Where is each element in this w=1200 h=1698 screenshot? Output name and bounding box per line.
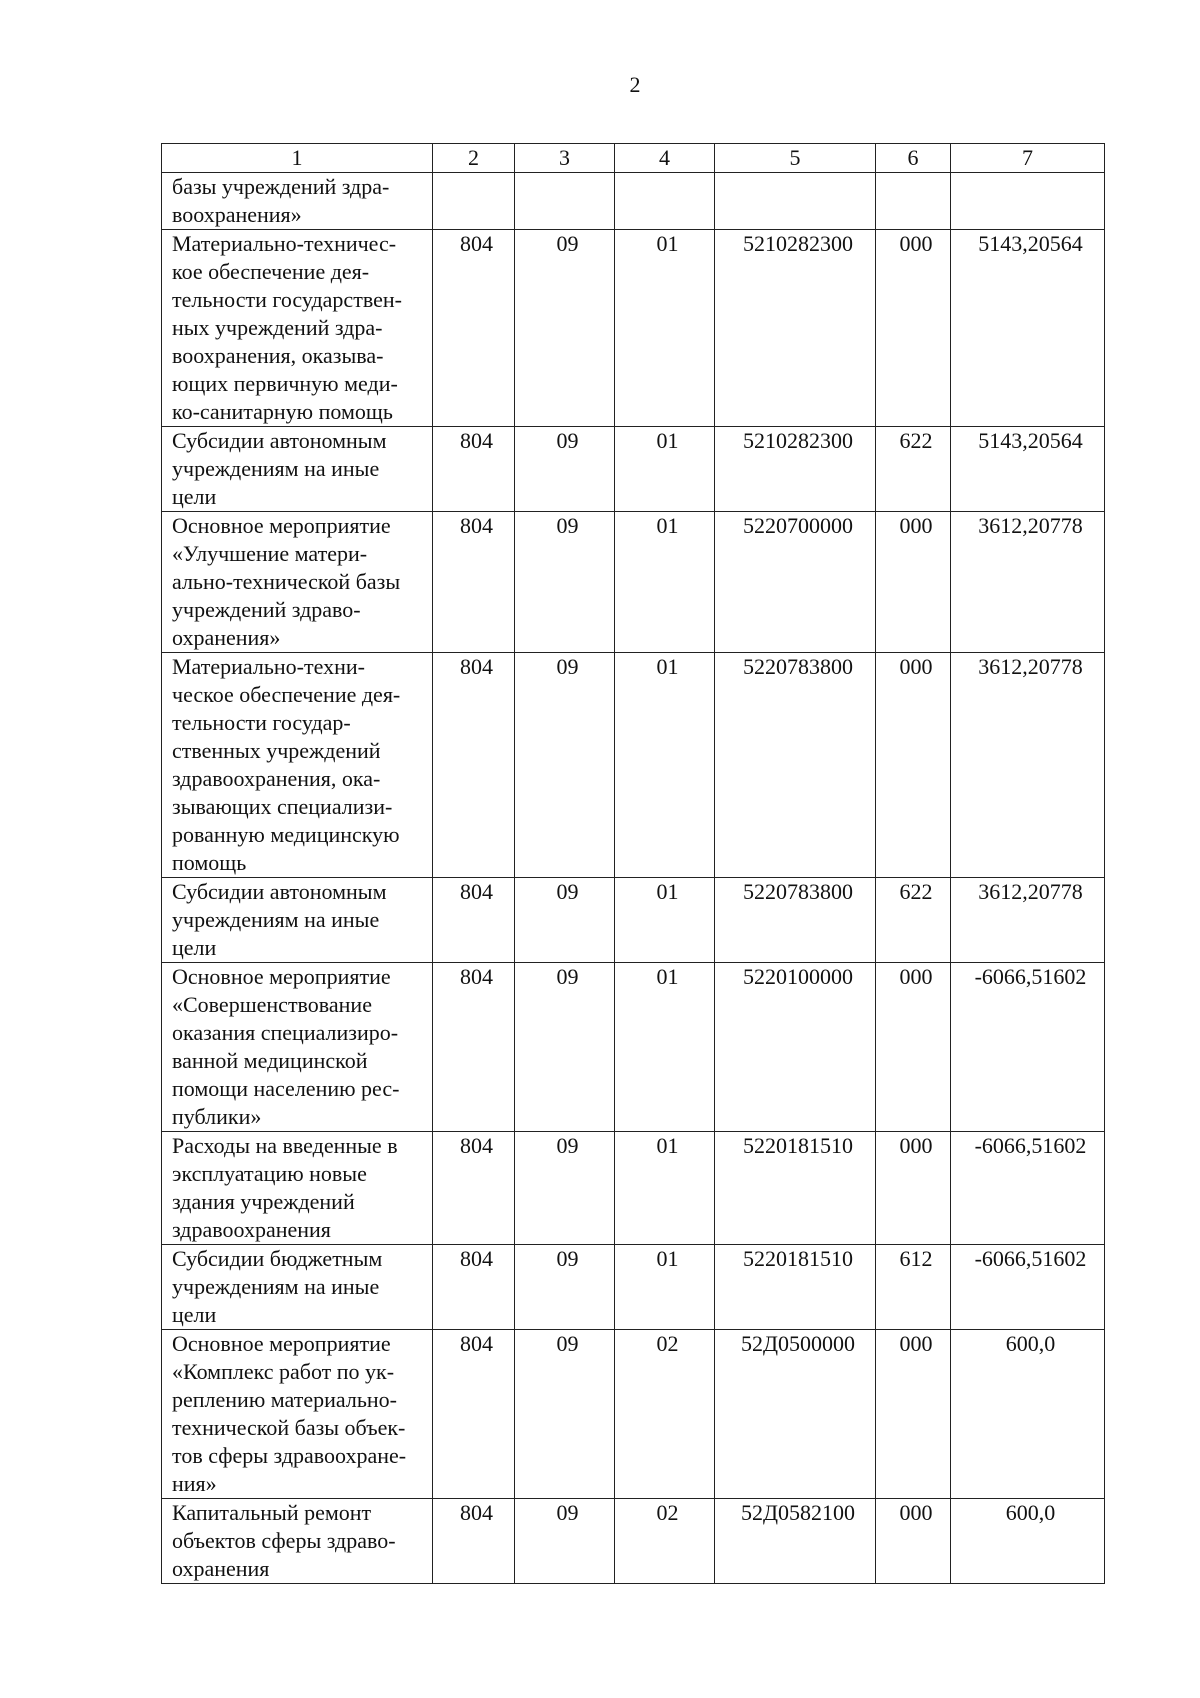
row-section-code: 09 [515, 878, 615, 963]
row-target-article-code: 5220783800 [715, 653, 876, 878]
table-row [162, 878, 1105, 963]
row-name-line: кое обеспечение дея- [172, 259, 370, 284]
row-expense-type-code [876, 173, 951, 230]
row-ministry-code [433, 173, 515, 230]
row-amount: -6066,51602 [951, 963, 1105, 1132]
row-expense-type-code: 622 [876, 427, 951, 512]
row-subsection-code [615, 173, 715, 230]
header-col-7: 7 [951, 144, 1105, 173]
row-ministry-code: 804 [433, 878, 515, 963]
row-name-cell [162, 427, 433, 512]
row-subsection-code: 01 [615, 653, 715, 878]
row-name-line: ческое обеспечение дея- [172, 682, 401, 707]
header-row [162, 144, 1105, 173]
row-name-line: оказания специализиро- [172, 1020, 399, 1045]
row-amount [951, 173, 1105, 230]
row-name-line: охранения [172, 1556, 270, 1581]
row-name-line: Основное мероприятие [172, 513, 391, 538]
table-row [162, 1330, 1105, 1499]
row-name-line: здания учреждений [172, 1189, 355, 1214]
row-name-line: технической базы объек- [172, 1415, 406, 1440]
table-row [162, 230, 1105, 427]
row-name-cell [162, 1132, 433, 1245]
row-amount: -6066,51602 [951, 1245, 1105, 1330]
row-name-line: Материально-техни- [172, 654, 365, 679]
row-section-code: 09 [515, 512, 615, 653]
row-subsection-code: 01 [615, 512, 715, 653]
header-col-5: 5 [715, 144, 876, 173]
row-name-line: воохранения, оказыва- [172, 343, 384, 368]
header-col-2: 2 [433, 144, 515, 173]
row-section-code: 09 [515, 1132, 615, 1245]
row-expense-type-code: 000 [876, 1330, 951, 1499]
table-row [162, 173, 1105, 230]
header-col-1: 1 [162, 144, 433, 173]
row-expense-type-code: 000 [876, 963, 951, 1132]
row-name-line: Основное мероприятие [172, 1331, 391, 1356]
row-subsection-code: 01 [615, 1132, 715, 1245]
row-name-line: ния» [172, 1471, 217, 1496]
row-section-code: 09 [515, 963, 615, 1132]
row-name-cell [162, 963, 433, 1132]
row-name-line: учреждениям на иные [172, 456, 380, 481]
row-name-line: ных учреждений здра- [172, 315, 383, 340]
row-amount: 3612,20778 [951, 653, 1105, 878]
row-subsection-code: 01 [615, 878, 715, 963]
row-expense-type-code: 622 [876, 878, 951, 963]
row-target-article-code: 5220181510 [715, 1245, 876, 1330]
row-name-line: тельности государствен- [172, 287, 402, 312]
row-amount: 600,0 [951, 1330, 1105, 1499]
row-name-line: тельности государ- [172, 710, 351, 735]
table-row [162, 1245, 1105, 1330]
row-name-line: учреждениям на иные [172, 1274, 380, 1299]
row-target-article-code: 5210282300 [715, 230, 876, 427]
row-target-article-code: 5220783800 [715, 878, 876, 963]
row-amount: 600,0 [951, 1499, 1105, 1584]
row-name-line: «Улучшение матери- [172, 541, 368, 566]
row-name-line: ко-санитарную помощь [172, 399, 393, 424]
table-row [162, 653, 1105, 878]
row-section-code: 09 [515, 427, 615, 512]
row-name-line: Основное мероприятие [172, 964, 391, 989]
table-body [162, 173, 1105, 1584]
row-section-code: 09 [515, 1499, 615, 1584]
row-subsection-code: 02 [615, 1330, 715, 1499]
row-ministry-code: 804 [433, 1245, 515, 1330]
row-name-line: эксплуатацию новые [172, 1161, 367, 1186]
row-name-line: Расходы на введенные в [172, 1133, 398, 1158]
row-name-line: реплению материально- [172, 1387, 397, 1412]
row-name-line: публики» [172, 1104, 262, 1129]
row-name-line: «Совершенствование [172, 992, 372, 1017]
row-name-cell [162, 230, 433, 427]
row-name-line: тов сферы здравоохране- [172, 1443, 407, 1468]
row-ministry-code: 804 [433, 653, 515, 878]
row-name-line: воохранения» [172, 202, 302, 227]
row-name-cell [162, 653, 433, 878]
row-name-cell [162, 1245, 433, 1330]
row-subsection-code: 02 [615, 1499, 715, 1584]
row-ministry-code: 804 [433, 1132, 515, 1245]
row-target-article-code: 52Д0582100 [715, 1499, 876, 1584]
row-name-line: Субсидии бюджетным [172, 1246, 383, 1271]
row-name-line: Материально-техничес- [172, 231, 397, 256]
row-name-line: ально-технической базы [172, 569, 401, 594]
row-ministry-code: 804 [433, 427, 515, 512]
row-name-cell [162, 1330, 433, 1499]
row-name-line: цели [172, 484, 217, 509]
row-ministry-code: 804 [433, 512, 515, 653]
row-name-line: рованную медицинскую [172, 822, 400, 847]
row-ministry-code: 804 [433, 1499, 515, 1584]
row-name-line: здравоохранения, ока- [172, 766, 381, 791]
row-amount: 5143,20564 [951, 230, 1105, 427]
row-ministry-code: 804 [433, 963, 515, 1132]
row-section-code [515, 173, 615, 230]
row-subsection-code: 01 [615, 963, 715, 1132]
row-subsection-code: 01 [615, 427, 715, 512]
row-expense-type-code: 000 [876, 512, 951, 653]
row-name-line: базы учреждений здра- [172, 174, 390, 199]
row-name-line: ственных учреждений [172, 738, 381, 763]
row-expense-type-code: 000 [876, 653, 951, 878]
row-target-article-code: 5210282300 [715, 427, 876, 512]
table-row [162, 1132, 1105, 1245]
table-row [162, 963, 1105, 1132]
row-ministry-code: 804 [433, 230, 515, 427]
row-amount: 3612,20778 [951, 512, 1105, 653]
row-target-article-code: 5220181510 [715, 1132, 876, 1245]
row-name-cell [162, 878, 433, 963]
row-expense-type-code: 000 [876, 1132, 951, 1245]
table-header [162, 144, 1105, 173]
row-amount: -6066,51602 [951, 1132, 1105, 1245]
row-section-code: 09 [515, 1330, 615, 1499]
row-ministry-code: 804 [433, 1330, 515, 1499]
row-name-line: учреждениям на иные [172, 907, 380, 932]
row-amount: 5143,20564 [951, 427, 1105, 512]
row-name-line: объектов сферы здраво- [172, 1528, 396, 1553]
row-name-line: учреждений здраво- [172, 597, 361, 622]
table-row [162, 427, 1105, 512]
row-name-cell [162, 173, 433, 230]
row-section-code: 09 [515, 653, 615, 878]
row-name-line: ющих первичную меди- [172, 371, 398, 396]
row-name-line: Субсидии автономным [172, 428, 387, 453]
header-col-3: 3 [515, 144, 615, 173]
row-name-line: здравоохранения [172, 1217, 331, 1242]
row-name-line: цели [172, 935, 217, 960]
row-name-line: зывающих специализи- [172, 794, 393, 819]
row-name-line: ванной медицинской [172, 1048, 368, 1073]
header-col-6: 6 [876, 144, 951, 173]
page-number: 2 [629, 72, 641, 97]
row-name-line: Субсидии автономным [172, 879, 387, 904]
budget-table [161, 143, 1105, 1584]
row-name-cell [162, 1499, 433, 1584]
row-target-article-code: 5220700000 [715, 512, 876, 653]
table-row [162, 1499, 1105, 1584]
row-name-line: «Комплекс работ по ук- [172, 1359, 395, 1384]
row-expense-type-code: 000 [876, 1499, 951, 1584]
row-name-line: Капитальный ремонт [172, 1500, 372, 1525]
row-name-line: помощь [172, 850, 247, 875]
row-target-article-code [715, 173, 876, 230]
row-expense-type-code: 000 [876, 230, 951, 427]
row-subsection-code: 01 [615, 230, 715, 427]
row-name-line: охранения» [172, 625, 281, 650]
row-target-article-code: 5220100000 [715, 963, 876, 1132]
row-expense-type-code: 612 [876, 1245, 951, 1330]
row-section-code: 09 [515, 1245, 615, 1330]
row-section-code: 09 [515, 230, 615, 427]
table-row [162, 512, 1105, 653]
row-name-line: помощи населению рес- [172, 1076, 400, 1101]
row-name-line: цели [172, 1302, 217, 1327]
row-subsection-code: 01 [615, 1245, 715, 1330]
header-col-4: 4 [615, 144, 715, 173]
row-amount: 3612,20778 [951, 878, 1105, 963]
row-name-cell [162, 512, 433, 653]
row-target-article-code: 52Д0500000 [715, 1330, 876, 1499]
